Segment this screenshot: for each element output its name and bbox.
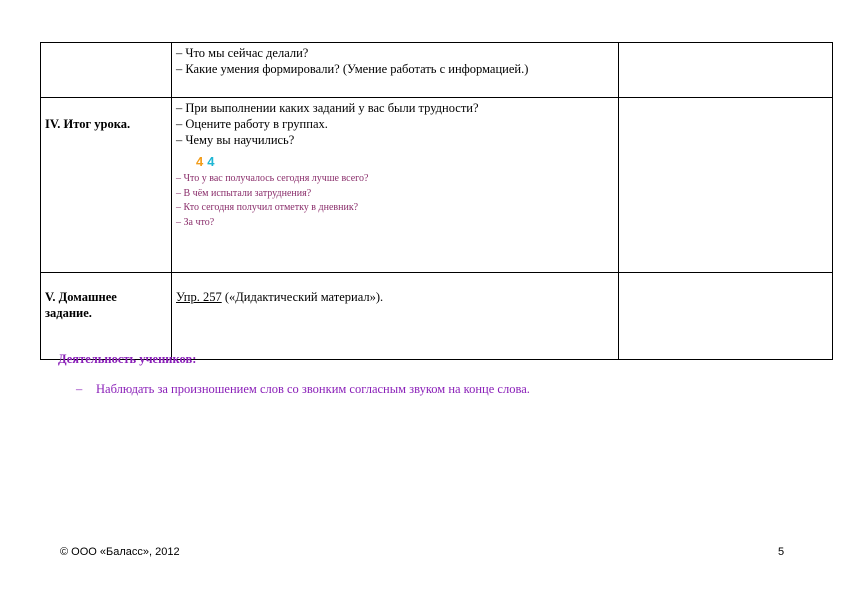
table-row xyxy=(41,273,833,360)
page-number: 5 xyxy=(778,546,785,558)
homework-exercise: Упр. 257 xyxy=(176,290,222,304)
activity-heading: Деятельность учеников: xyxy=(58,352,197,366)
teacher-question: – Какие умения формировали? (Умение работать с информацией.) xyxy=(176,62,529,76)
content-cell xyxy=(172,43,619,98)
table-row xyxy=(41,98,833,273)
grade-mark-orange: 4 xyxy=(196,154,204,169)
reflection-question: – В чём испытали затруднения? xyxy=(176,187,312,199)
teacher-question: – Оцените работу в группах. xyxy=(176,117,328,131)
stage-cell xyxy=(41,98,172,273)
table-row xyxy=(41,43,833,98)
grade-mark-cyan: 4 xyxy=(207,154,215,169)
stage-label: V. Домашнее xyxy=(45,290,117,304)
content-cell xyxy=(172,273,619,360)
reflection-question: – Что у вас получалось сегодня лучше всего? xyxy=(176,173,369,184)
teacher-question: – Что мы сейчас делали? xyxy=(176,46,309,60)
activity-list-item xyxy=(76,382,530,397)
stage-label: задание. xyxy=(45,306,92,320)
stage-cell xyxy=(41,273,172,360)
content-cell xyxy=(172,98,619,273)
homework-source: («Дидактический материал»). xyxy=(221,290,384,304)
teacher-question: – Чему вы научились? xyxy=(176,133,295,147)
grade-marks xyxy=(196,154,614,170)
stage-cell xyxy=(41,43,172,98)
teacher-question: – При выполнении каких заданий у вас были трудности? xyxy=(176,101,479,115)
reflection-question: – За что? xyxy=(176,216,215,228)
lesson-plan-table xyxy=(40,42,833,360)
copyright-footer: © ООО «Баласс», 2012 xyxy=(60,546,180,558)
notes-cell xyxy=(619,98,833,273)
reflection-question: – Кто сегодня получил отметку в дневник? xyxy=(176,202,359,213)
stage-label: IV. Итог урока. xyxy=(45,117,131,131)
notes-cell xyxy=(619,273,833,360)
list-dash: – xyxy=(76,382,83,396)
notes-cell xyxy=(619,43,833,98)
activity-text: Наблюдать за произношением слов со звонким согласным звуком на конце слова. xyxy=(96,382,530,396)
